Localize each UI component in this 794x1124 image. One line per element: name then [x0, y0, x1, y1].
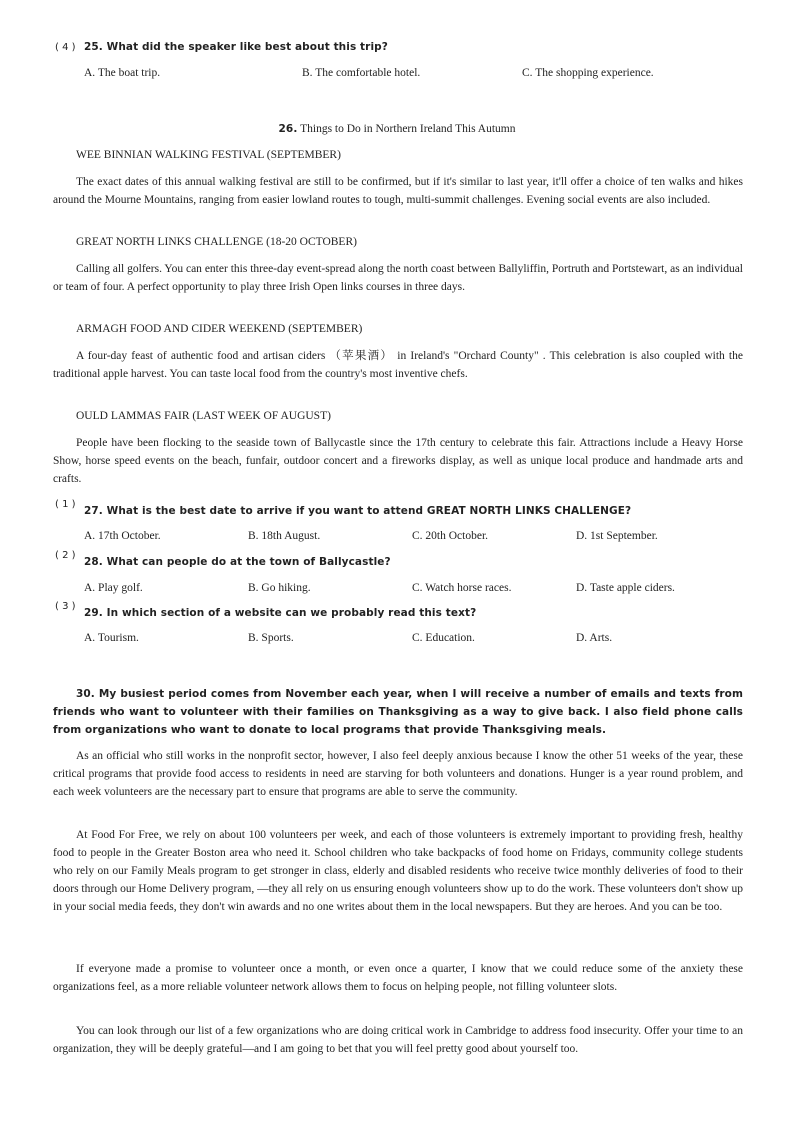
option-a: A. Tourism.: [84, 632, 139, 644]
section-heading: OULD LAMMAS FAIR (LAST WEEK OF AUGUST): [76, 410, 331, 422]
option-a: A. The boat trip.: [84, 67, 161, 79]
options-27: [84, 530, 744, 546]
option-a: A. 17th October.: [84, 530, 161, 542]
option-b: B. The comfortable hotel.: [302, 67, 421, 79]
section-heading: WEE BINNIAN WALKING FESTIVAL (SEPTEMBER): [76, 149, 341, 161]
passage-title: [0, 123, 794, 135]
section-heading: ARMAGH FOOD AND CIDER WEEKEND (SEPTEMBER): [76, 323, 363, 335]
answer-number: ( 2 ): [55, 550, 76, 561]
option-b: B. Go hiking.: [248, 582, 311, 594]
option-c: C. The shopping experience.: [522, 67, 654, 79]
question-28: 28. What can people do at the town of Ballycastle?: [84, 556, 391, 568]
answer-number: ( 4 ): [55, 42, 76, 53]
section-text: A four-day feast of authentic food and artisan ciders （苹果酒） in Ireland's "Orchard County" . This celebration is also coupled with the traditional apple harvest. You can taste local food from the country's most inventive chefs.: [53, 350, 743, 380]
section-heading: GREAT NORTH LINKS CHALLENGE (18-20 OCTOBER): [76, 236, 357, 248]
option-b: B. Sports.: [248, 632, 294, 644]
question-29: 29. In which section of a website can we probably read this text?: [84, 607, 477, 619]
question-25: 25. What did the speaker like best about this trip?: [84, 41, 388, 53]
paragraph: If everyone made a promise to volunteer once a month, or even once a quarter, I know that we could reduce some of the anxiety these organizations feel, as a more reliable volunteer network allows them to focus on helping people, not filling volunteer slots.: [53, 963, 743, 993]
question-27: 27. What is the best date to arrive if you want to attend GREAT NORTH LINKS CHALLENGE?: [84, 505, 632, 517]
passage-30-intro: 30. My busiest period comes from November each year, when I will receive a number of emails and texts from friends who want to volunteer with their families on Thanksgiving as a way to give back. I also field phone calls from organizations who want to donate to local programs that provide Thanksgiving meals.: [53, 688, 743, 736]
options-29: [84, 632, 744, 648]
passage-number: 26.: [278, 123, 298, 135]
paragraph: As an official who still works in the nonprofit sector, however, I also feel deeply anxious because I know the other 51 weeks of the year, these critical programs that provide food access to residents in need are starving for both volunteers and donations. Hunger is a year round problem, and each week volunteers are the necessary part to ensure that programs are able to serve the community.: [53, 750, 743, 798]
section-text: People have been flocking to the seaside town of Ballycastle since the 17th century to celebrate this fair. Attractions include a Heavy Horse Show, horse speed events on the beach, funfair, outdoor concert and a fireworks display, as well as unique local produce and handmade arts and crafts.: [53, 437, 743, 485]
answer-number: ( 3 ): [55, 601, 76, 612]
options-25: [84, 67, 744, 83]
paragraph: You can look through our list of a few organizations who are doing critical work in Cambridge to address food insecurity. Offer your time to an organization, they will be deeply grateful—and I am going to bet that you will feel pretty good about yourself too.: [53, 1025, 743, 1055]
passage-title-text: Things to Do in Northern Ireland This Autumn: [300, 123, 516, 135]
option-c: C. 20th October.: [412, 530, 489, 542]
option-c: C. Watch horse races.: [412, 582, 512, 594]
option-d: D. Arts.: [576, 632, 613, 644]
option-b: B. 18th August.: [248, 530, 321, 542]
paragraph: At Food For Free, we rely on about 100 volunteers per week, and each of those volunteers is extremely important to providing fresh, healthy food to people in the Greater Boston area who need it. School children who take backpacks of food home on Fridays, community college students who rely on our Family Meals program to get stronger in class, elderly and disabled residents who receive twice monthly deliveries of food to their doors through our Home Delivery program, —they all rely on us ensuring enough volunteers show up to do the work. These volunteers don't show up in your social media feeds, they don't win awards and no one writes about them in the local newspapers. But they are heroes. And you can be too.: [53, 829, 743, 913]
options-28: [84, 582, 744, 598]
option-d: D. 1st September.: [576, 530, 658, 542]
section-text: Calling all golfers. You can enter this three-day event-spread along the north coast between Ballyliffin, Portruth and Portstewart, as an individual or team of four. A perfect opportunity to play three Irish Open links courses in three days.: [53, 263, 743, 293]
option-c: C. Education.: [412, 632, 475, 644]
section-text: The exact dates of this annual walking festival are still to be confirmed, but if it's similar to last year, it'll offer a choice of ten walks and hikes around the Mourne Mountains, ranging from easier lowland routes to tough, multi-summit challenges. Evening social events are also included.: [53, 176, 743, 206]
answer-number: ( 1 ): [55, 499, 76, 510]
option-a: A. Play golf.: [84, 582, 143, 594]
option-d: D. Taste apple ciders.: [576, 582, 675, 594]
